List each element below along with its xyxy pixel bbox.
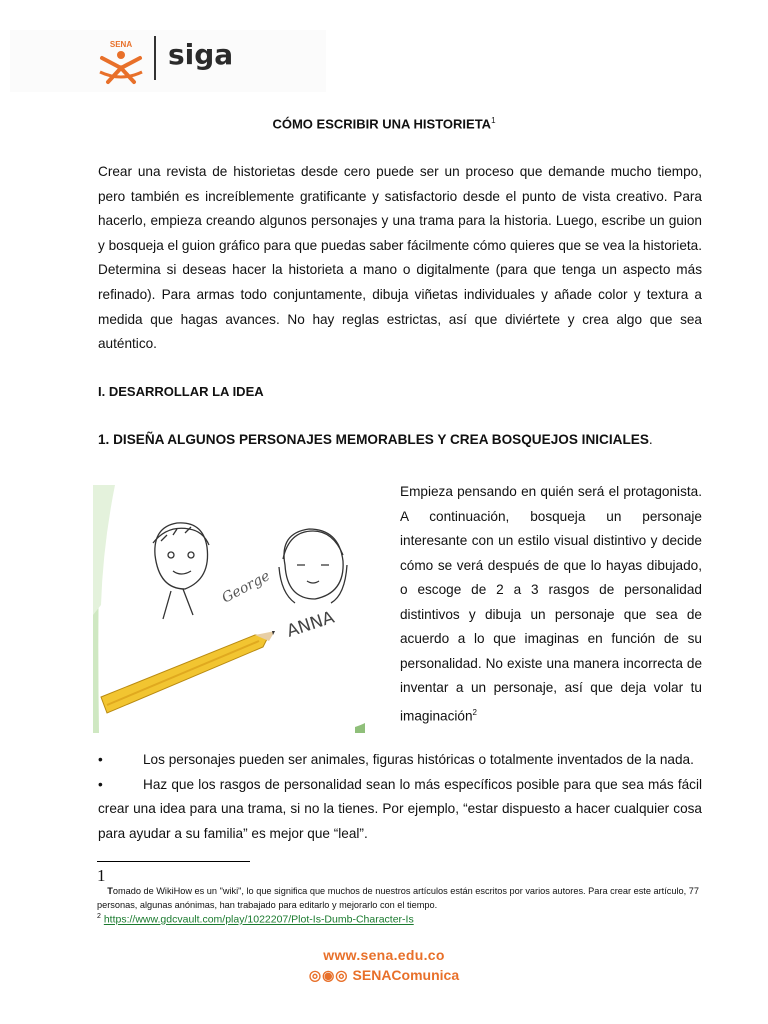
bullet-mark: • <box>98 752 103 767</box>
svg-text:George: George <box>219 568 273 607</box>
footer-url[interactable]: www.sena.edu.co <box>323 947 445 963</box>
siga-logo <box>166 36 246 76</box>
footnote-2-link[interactable]: https://www.gdcvault.com/play/1022207/Plot-Is-Dumb-Character-Is <box>103 913 414 926</box>
footnote-ref-2: 2 <box>472 707 477 717</box>
side-paragraph: Empieza pensando en quién será el protagonista. A continuación, bosqueja un personaje interesante con un estilo visual distintivo y decide cómo se verá después de que lo hayas dibujado, o escoge de 2 a 3 rasgos de personalidad distintivos y dibuja un personaje que sea de acuerdo a lo que imaginas en función de su personalidad. No existe una manera incorrecta de inventar a un personaje, así que deja volar tu imaginación$^2$ <box>400 484 702 724</box>
footer-social <box>0 967 768 984</box>
character-sketch-illustration <box>93 485 365 733</box>
footnote-2: $^2$ https://www.gdcvault.com/play/1022207/Plot-Is-Dumb-Character-Is <box>97 913 414 926</box>
logo-divider <box>154 36 156 80</box>
list-item: • Los personajes pueden ser animales, figuras históricas o totalmente inventados de la nada. <box>98 752 694 767</box>
footnote-ref-1: 1 <box>491 116 496 125</box>
social-handle[interactable]: SENAComunica <box>352 967 460 983</box>
sub-heading: 1. DISEÑA ALGUNOS PERSONAJES MEMORABLES Y CREA BOSQUEJOS INICIALES. <box>98 432 653 447</box>
list-item: • Haz que los rasgos de personalidad sean lo más específicos posible para que sea más fácil crear una idea para una trama, si no la tienes. Por ejemplo, “estar dispuesto a hacer cualquier cosa para ayudar a su familia” es mejor que “leal”. <box>98 776 702 841</box>
footnote-1-text: Tomado de WikiHow es un "wiki", lo que significa que muchos de nuestros artículos están escritos por varios autores. Para crear este artículo, 77 personas, algunas anónimas, han trabajado para editarlo y mejorarlo con el tiempo. <box>97 886 699 910</box>
bullet-list <box>98 748 702 846</box>
svg-text:ANNA: ANNA <box>284 607 337 642</box>
footnote-separator <box>97 861 250 862</box>
document-title: CÓMO ESCRIBIR UNA HISTORIETA$^1$ <box>272 116 496 132</box>
intro-paragraph: Crear una revista de historietas desde cero puede ser un proceso que demande mucho tiempo, pero también es increíblemente gratificante y satisfactorio desde el punto de vista creativo. Para hacerlo, empieza creando algunos personajes y una trama para la historia. Luego, escribe un guion y bosqueja el guion gráfico para que puedas saber fácilmente cómo quieres que se vea la historieta. Determina si deseas hacer la historieta a mano o digitalmente (para que tenga un aspecto más refinado). Para armas todo conjuntamente, dibuja viñetas individuales y añade color y textura a medida que hagas avances. No hay reglas estrictas, así que diviértete y crea algo que sea auténtico. <box>98 164 702 352</box>
footnote-1-number: 1 <box>97 866 106 885</box>
sena-logo <box>96 38 146 86</box>
bullet-mark: • <box>98 776 103 792</box>
social-icons[interactable]: ◎◉◎ <box>308 967 349 983</box>
svg-text:SENA: SENA <box>109 40 133 49</box>
svg-text:siga: siga <box>168 38 234 71</box>
section-heading: I. DESARROLLAR LA IDEA <box>98 384 264 399</box>
